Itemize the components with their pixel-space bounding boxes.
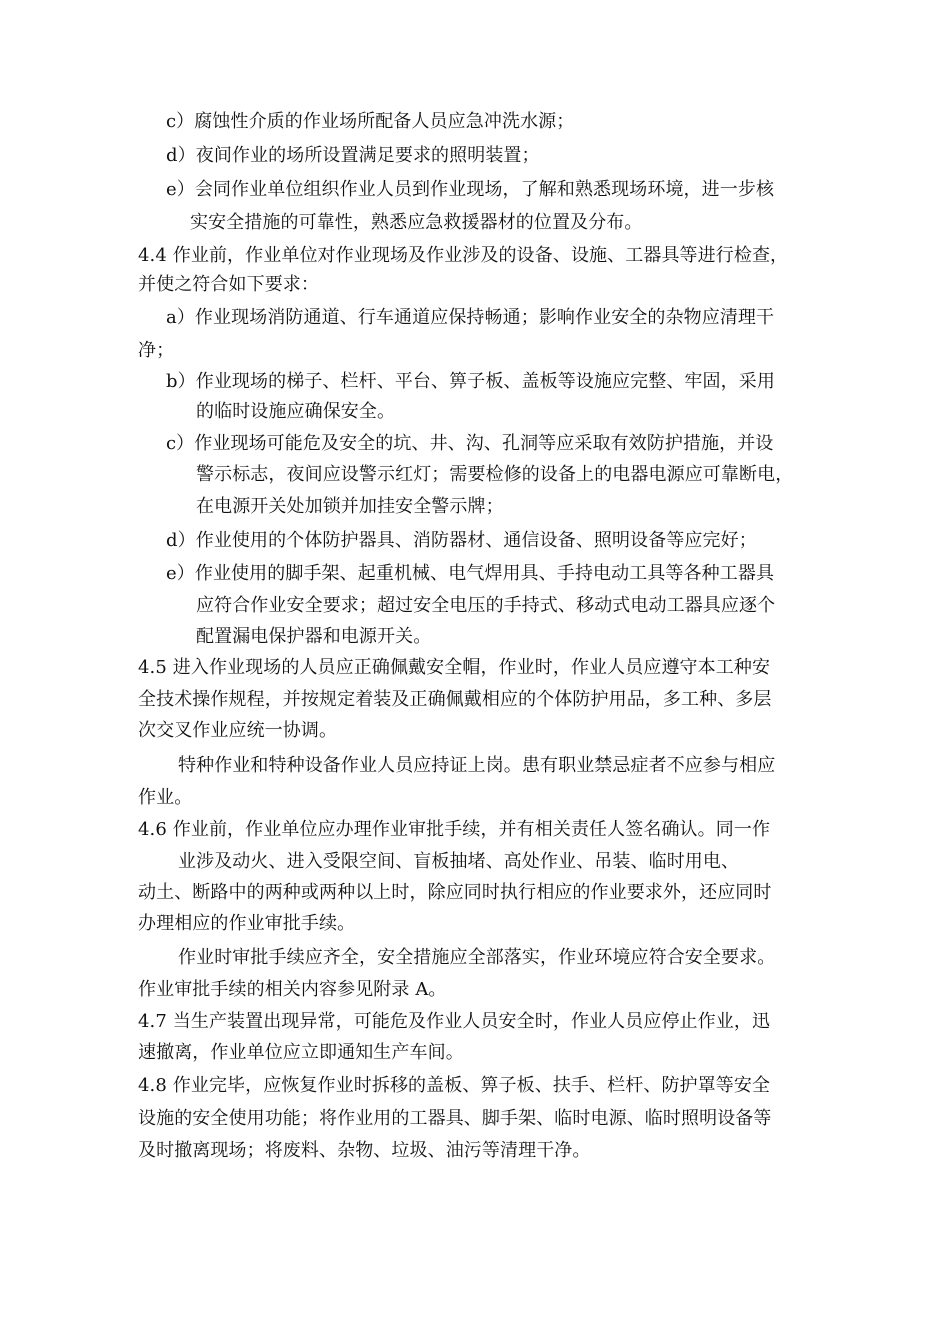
item-4-4-a: a）作业现场消防通道、行车通道应保持畅通；影响作业安全的杂物应清理干	[166, 307, 775, 328]
item-4-3-c: c）腐蚀性介质的作业场所配备人员应急冲洗水源；	[166, 111, 575, 132]
clause-4-6-para2-cont: 作业审批手续的相关内容参见附录 A。	[138, 979, 447, 1000]
clause-4-8: 4.8 作业完毕，应恢复作业时拆移的盖板、箅子板、扶手、栏杆、防护罩等安全	[138, 1075, 771, 1096]
item-4-4-c: c）作业现场可能危及安全的坑、井、沟、孔洞等应采取有效防护措施，并设	[166, 433, 774, 454]
clause-4-7-cont: 速撤离，作业单位应立即通知生产车间。	[138, 1042, 464, 1063]
item-4-3-d: d）夜间作业的场所设置满足要求的照明装置；	[166, 145, 540, 166]
clause-4-7: 4.7 当生产装置出现异常，可能危及作业人员安全时，作业人员应停止作业，迅	[138, 1011, 771, 1032]
item-4-3-e: e）会同作业单位组织作业人员到作业现场，了解和熟悉现场环境，进一步核	[166, 179, 775, 200]
clause-4-6-cont2: 动土、断路中的两种或两种以上时，除应同时执行相应的作业要求外，还应同时	[138, 882, 772, 903]
clause-4-8-cont1: 设施的安全使用功能；将作业用的工器具、脚手架、临时电源、临时照明设备等	[138, 1108, 772, 1129]
clause-4-4-cont: 并使之符合如下要求：	[138, 274, 319, 295]
clause-4-4: 4.4 作业前，作业单位对作业现场及作业涉及的设备、设施、工器具等进行检查，	[138, 245, 789, 266]
item-4-4-c-cont2: 在电源开关处加锁并加挂安全警示牌；	[196, 496, 504, 517]
clause-4-5-cont2: 次交叉作业应统一协调。	[138, 720, 338, 741]
item-4-4-e: e）作业使用的脚手架、起重机械、电气焊用具、手持电动工具等各种工器具	[166, 563, 775, 584]
clause-4-6-para2: 作业时审批手续应齐全，安全措施应全部落实，作业环境应符合安全要求。	[178, 947, 776, 968]
item-4-4-b-cont: 的临时设施应确保安全。	[196, 401, 396, 422]
clause-4-5-para2-cont: 作业。	[138, 787, 193, 808]
item-4-4-a-cont: 净；	[138, 340, 175, 361]
item-4-4-d: d）作业使用的个体防护器具、消防器材、通信设备、照明设备等应完好；	[166, 530, 757, 551]
clause-4-6: 4.6 作业前，作业单位应办理作业审批手续，并有相关责任人签名确认。同一作	[138, 819, 771, 840]
clause-4-6-cont1: 业涉及动火、进入受限空间、盲板抽堵、高处作业、吊装、临时用电、	[178, 851, 740, 872]
clause-4-5: 4.5 进入作业现场的人员应正确佩戴安全帽，作业时，作业人员应遵守本工种安	[138, 657, 771, 678]
item-4-3-e-cont: 实安全措施的可靠性，熟悉应急救援器材的位置及分布。	[190, 212, 643, 233]
item-4-4-e-cont2: 配置漏电保护器和电源开关。	[196, 626, 432, 647]
item-4-4-b: b）作业现场的梯子、栏杆、平台、箅子板、盖板等设施应完整、牢固，采用	[166, 371, 775, 392]
clause-4-6-cont3: 办理相应的作业审批手续。	[138, 913, 356, 934]
item-4-4-e-cont1: 应符合作业安全要求；超过安全电压的手持式、移动式电动工器具应逐个	[196, 595, 776, 616]
clause-4-5-cont1: 全技术操作规程，并按规定着装及正确佩戴相应的个体防护用品，多工种、多层	[138, 689, 772, 710]
item-4-4-c-cont1: 警示标志，夜间应设警示红灯；需要检修的设备上的电器电源应可靠断电，	[196, 464, 794, 485]
clause-4-5-para2: 特种作业和特种设备作业人员应持证上岗。患有职业禁忌症者不应参与相应	[178, 755, 776, 776]
clause-4-8-cont2: 及时撤离现场；将废料、杂物、垃圾、油污等清理干净。	[138, 1140, 591, 1161]
